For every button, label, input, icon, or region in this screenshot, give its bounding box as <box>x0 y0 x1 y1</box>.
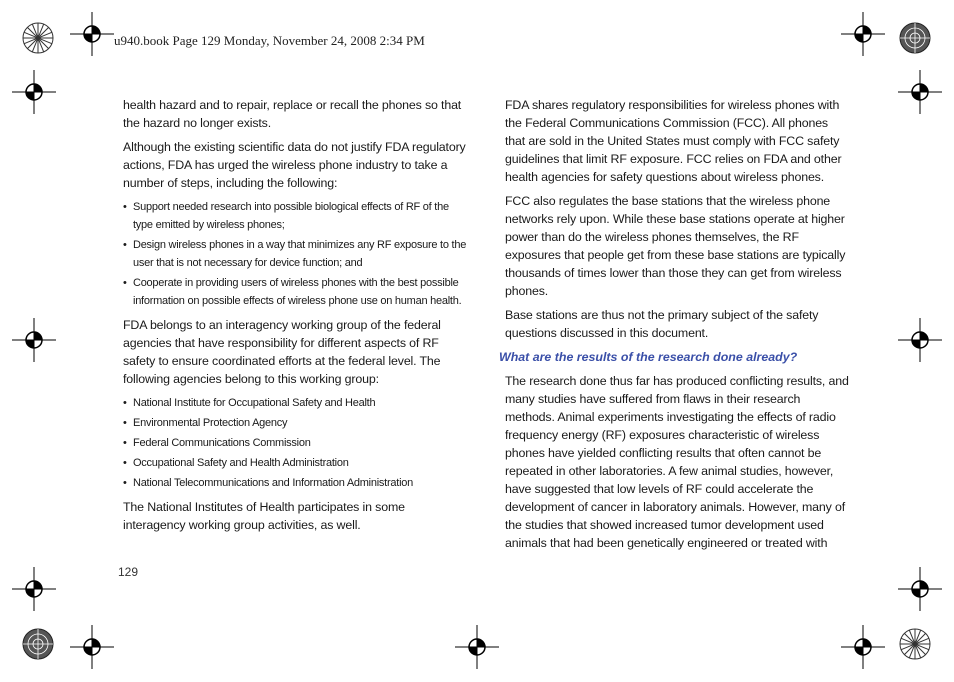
registration-mark-icon <box>70 625 114 669</box>
registration-mark-icon <box>12 318 56 362</box>
paragraph: FCC also regulates the base stations that the wireless phone networks rely upon. While these base stations operate at higher power than do the wireless phones themselves, the RF exposures that people get from these base stations are typically thousands of times lower than those they can get from wireless phones. <box>505 194 846 298</box>
registration-mark-icon <box>70 12 114 56</box>
print-header: u940.book Page 129 Monday, November 24, 2008 2:34 PM <box>114 33 425 48</box>
star-target-icon <box>22 628 54 660</box>
paragraph: Although the existing scientific data do not justify FDA regulatory actions, FDA has urged the wireless phone industry to take a number of steps, including the following: <box>123 140 466 190</box>
list-item: • Federal Communications Commission <box>123 434 468 452</box>
star-target-icon <box>899 628 931 660</box>
registration-mark-icon <box>12 70 56 114</box>
registration-mark-icon <box>898 567 942 611</box>
paragraph: FDA belongs to an interagency working group of the federal agencies that have responsibility for different aspects of RF safety to ensure coordinated efforts at the federal level. The following agencies belong to this working group: <box>123 318 441 386</box>
paragraph: The National Institutes of Health participates in some interagency working group activities, as well. <box>123 500 405 532</box>
paragraph: FDA shares regulatory responsibilities for wireless phones with the Federal Communications Commission (FCC). All phones that are sold in the United States must comply with FCC safety guidelines that limit RF exposure. FCC relies on FDA and other health agencies for safety questions about wireless phones. <box>505 98 842 184</box>
registration-mark-icon <box>841 625 885 669</box>
registration-mark-icon <box>898 70 942 114</box>
paragraph: The research done thus far has produced conflicting results, and many studies have suffered from flaws in their research methods. Animal experiments investigating the effects of radio frequency energy (RF) exposures characteristic of wireless phones have yielded conflicting results that often cannot be repeated in other laboratories. A few animal studies, however, have suggested that low levels of RF could accelerate the development of cancer in laboratory animals. However, many of the studies that showed increased tumor development used animals that had been genetically engineered or treated with <box>505 374 849 550</box>
list-item: • Support needed research into possible biological effects of RF of the type emitted by wireless phones; <box>123 198 468 234</box>
list-item: • Occupational Safety and Health Administration <box>123 454 468 472</box>
star-target-icon <box>899 22 931 54</box>
list-item: • National Institute for Occupational Safety and Health <box>123 394 468 412</box>
steps-list <box>123 198 468 310</box>
paragraph: Base stations are thus not the primary subject of the safety questions discussed in this document. <box>505 308 819 340</box>
right-column <box>499 96 850 558</box>
list-item: • Design wireless phones in a way that minimizes any RF exposure to the user that is not necessary for device function; and <box>123 236 468 272</box>
paragraph: health hazard and to repair, replace or recall the phones so that the hazard no longer exists. <box>123 98 462 130</box>
star-target-icon <box>22 22 54 54</box>
registration-mark-icon <box>455 625 499 669</box>
list-item: • Environmental Protection Agency <box>123 414 468 432</box>
registration-mark-icon <box>841 12 885 56</box>
registration-mark-icon <box>898 318 942 362</box>
page-number: 129 <box>118 565 139 579</box>
list-item: • Cooperate in providing users of wireless phones with the best possible information on possible effects of wireless phone use on human health. <box>123 274 468 310</box>
section-heading: What are the results of the research done already? <box>499 350 798 364</box>
left-column <box>123 96 468 540</box>
registration-mark-icon <box>12 567 56 611</box>
list-item: • National Telecommunications and Information Administration <box>123 474 468 492</box>
agencies-list <box>123 394 468 492</box>
